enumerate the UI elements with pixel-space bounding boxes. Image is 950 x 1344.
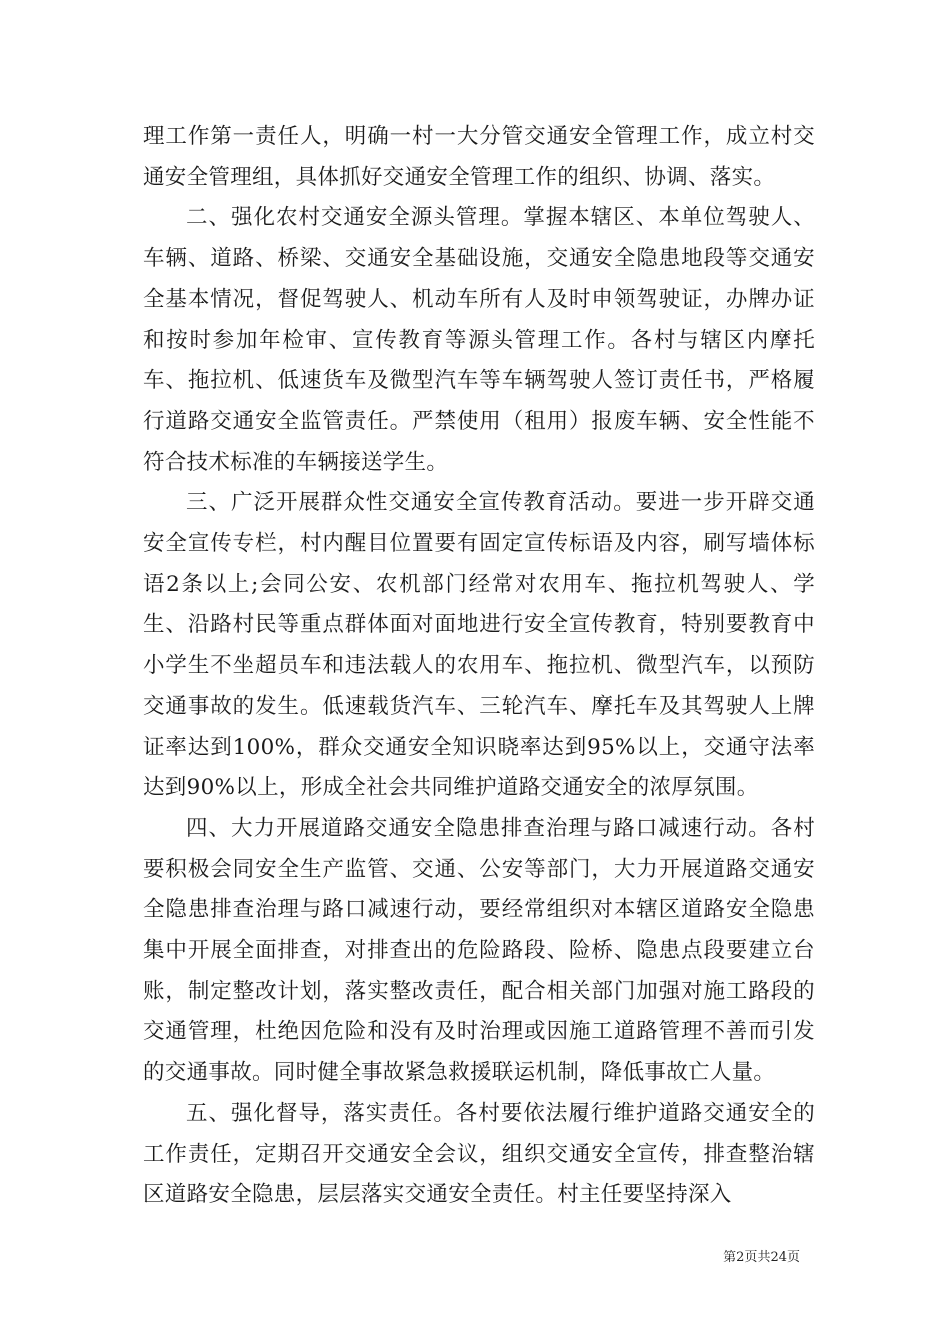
paragraph-hazard-inspection: 四、大力开展道路交通安全隐患排查治理与路口减速行动。各村要积极会同安全生产监管、交通、公安等部门，大力开展道路交通安全隐患排查治理与路口减速行动，要经常组织对本辖区道路安全隐患集中开展全面排查，对排查出的危险路段、险桥、隐患点段要建立台账，制定整改计划，落实整改责任，配合相关部门加强对施工路段的交通管理，杜绝因危险和没有及时治理或因施工道路管理不善而引发的交通事故。同时健全事故紧急救援联运机制，降低事故亡人量。 — [143, 815, 815, 1086]
paragraph-source-management: 二、强化农村交通安全源头管理。掌握本辖区、本单位驾驶人、车辆、道路、桥梁、交通安全基础设施，交通安全隐患地段等交通安全基本情况，督促驾驶人、机动车所有人及时申领驾驶证，办牌办证和按时参加年检审、宣传教育等源头管理工作。各村与辖区内摩托车、拖拉机、低速货车及微型汽车等车辆驾驶人签订责任书，严格履行道路交通安全监管责任。严禁使用（租用）报废车辆、安全性能不符合技术标准的车辆接送学生。 — [143, 205, 815, 475]
document-body — [143, 117, 815, 1216]
page-number: 第2页共24页 — [723, 1250, 800, 1265]
paragraph-safety-education: 三、广泛开展群众性交通安全宣传教育活动。要进一步开辟交通安全宣传专栏，村内醒目位置要有固定宣传标语及内容，刷写墙体标语2条以上;会同公安、农机部门经常对农用车、拖拉机驾驶人、学生、沿路村民等重点群体面对面地进行安全宣传教育，特别要教育中小学生不坐超员车和违法载人的农用车、拖拉机、微型汽车，以预防交通事故的发生。低速载货汽车、三轮汽车、摩托车及其驾驶人上牌证率达到100%，群众交通安全知识晓率达到95%以上，交通守法率达到90%以上，形成全社会共同维护道路交通安全的浓厚氛围。 — [143, 490, 815, 801]
paragraph-continuation: 理工作第一责任人，明确一村一大分管交通安全管理工作，成立村交通安全管理组，具体抓好交通安全管理工作的组织、协调、落实。 — [143, 124, 815, 190]
paragraph-supervision: 五、强化督导，落实责任。各村要依法履行维护道路交通安全的工作责任，定期召开交通安全会议，组织交通安全宣传，排查整治辖区道路安全隐患，层层落实交通安全责任。村主任要坚持深入 — [143, 1100, 815, 1208]
